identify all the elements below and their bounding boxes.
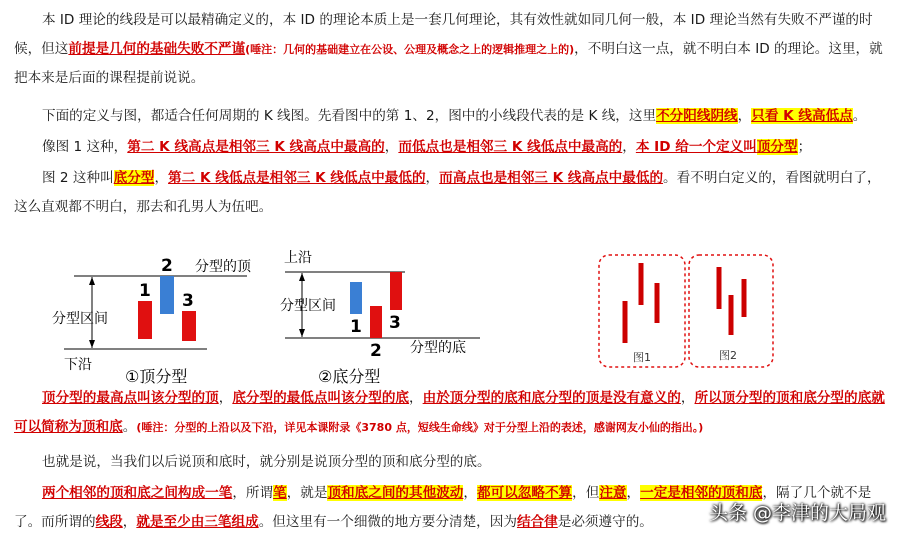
p5-period: 。 [122, 419, 137, 435]
range-label: 分型区间 [52, 311, 108, 327]
paragraph-3 [14, 133, 886, 162]
p7-text-6: 是必须遵守的。 [557, 514, 653, 530]
p1-text: 本 ID 理论的线段是可以最精确定义的，本 ID 的理论本质上是一套几何理论，其有效性就如同几何一般，本 ID 理论当然有失败不严谨的时候，但这 [14, 12, 873, 57]
p2-text: 下面的定义与图，都适合任何周期的 K 线图。先看图中的第 1、2，图中的小线段代表的是 K 线，这里 [42, 108, 657, 124]
p2-period: 。 [852, 108, 867, 124]
p3-emphasis-2: 而低点也是相邻三 K 线低点中最高的 [398, 139, 623, 155]
p3-emphasis-3: 本 ID 给一个定义叫 [635, 139, 757, 155]
p4-comma: ， [154, 170, 169, 186]
p3-comma-2: ， [622, 139, 636, 155]
figure-caption: ②底分型 [318, 367, 381, 386]
kline-examples-figure [597, 253, 777, 373]
candle-3 [390, 272, 402, 310]
p7-highlight-5: 一定是相邻的顶和底 [640, 485, 763, 501]
label-3: 3 [389, 313, 401, 333]
p5-emphasis-1: 顶分型的最高点叫该分型的顶 [42, 390, 219, 406]
p2-comma: ， [737, 108, 752, 124]
p7-highlight-4: 注意 [599, 485, 627, 501]
p7-comma: ， [463, 485, 477, 501]
p3-highlight: 顶分型 [756, 139, 798, 155]
fractal-bottom-label: 分型的底 [410, 340, 466, 356]
bottom-fractal-diagram [280, 240, 490, 390]
p7-emphasis-3: 就是至少由三笔组成 [136, 514, 259, 530]
p3-comma: ， [384, 139, 399, 155]
label-1: 1 [139, 281, 151, 301]
p4-text-2: 。看不明白定义的，看图就明白了，这么直观都不明白，那去和孔男人为伍吧。 [14, 170, 881, 215]
p5-comma-3: ， [680, 390, 695, 406]
fractal-top-label: 分型的顶 [195, 259, 251, 275]
paragraph-2 [14, 102, 886, 131]
p5-comma: ， [218, 390, 233, 406]
p7-emphasis-2: 线段 [95, 514, 123, 530]
p2-highlight-2: 只看 K 线高低点 [751, 108, 853, 124]
figure-1-label: 图1 [633, 351, 651, 364]
paragraph-6 [14, 448, 886, 477]
candle-1 [138, 301, 152, 339]
p7-comma-3: ， [122, 514, 137, 530]
p7-text-4: ，隔了几个就不是了。而所谓的 [14, 485, 872, 530]
lower-edge-label: 下沿 [64, 357, 92, 373]
range-label: 分型区间 [280, 298, 336, 314]
label-3: 3 [182, 291, 194, 311]
p4-text: 图 2 这种叫 [42, 170, 114, 186]
p3-emphasis-1: 第二 K 线高点是相邻三 K 线高点中最高的 [127, 139, 385, 155]
candle-2 [160, 276, 174, 314]
upper-edge-label: 上沿 [284, 250, 312, 266]
candle-2 [370, 306, 382, 338]
p5-comma-2: ， [409, 390, 423, 406]
candle-1 [350, 282, 362, 314]
p7-text-3: ，但 [572, 485, 600, 501]
p7-highlight-3: 都可以忽略不算 [477, 485, 573, 501]
p1-text-2: ，不明白这一点，就不明白本 ID 的理论。这里，就把本来是后面的课程提前说说。 [14, 41, 883, 86]
p7-highlight-1: 笔 [273, 485, 287, 501]
p6-text: 也就是说，当我们以后说顶和底时，就分别是说顶分型的顶和底分型的底。 [42, 454, 491, 470]
p5-emphasis-2: 底分型的最低点叫该分型的底 [232, 390, 410, 406]
p4-highlight: 底分型 [113, 170, 155, 186]
top-fractal-diagram [52, 245, 262, 390]
paragraph-1 [14, 6, 886, 93]
p4-comma-2: ， [425, 170, 440, 186]
p7-highlight-2: 顶和底之间的其他波动 [327, 485, 464, 501]
p1-note: (唾注：几何的基础建立在公设、公理及概念之上的逻辑推理之上的) [245, 43, 575, 56]
label-2: 2 [370, 341, 382, 361]
p4-emphasis-2: 而高点也是相邻三 K 线高点中最低的 [439, 170, 664, 186]
p1-emphasis: 前提是几何的基础失败不严谨 [68, 41, 246, 57]
label-2: 2 [161, 256, 173, 276]
p5-note: (唾注：分型的上沿以及下沿，详见本课附录《3780 点，短线生命线》对于分型上沿的表述，感谢网友小仙的指出。) [136, 421, 704, 434]
paragraph-5 [14, 384, 886, 442]
p4-emphasis-1: 第二 K 线低点是相邻三 K 线低点中最低的 [168, 170, 426, 186]
p3-end: ； [797, 139, 812, 155]
watermark: 头条 @李津的大局观 [708, 502, 886, 524]
paragraph-4 [14, 164, 886, 222]
p7-comma-2: ， [626, 485, 641, 501]
p7-text-2: ，就是 [286, 485, 328, 501]
p7-text-5: 。但这里有一个细微的地方要分清楚，因为 [258, 514, 517, 530]
p5-emphasis-4: 所以顶分型的顶和底分型的底就可以简称为顶和底 [14, 390, 885, 435]
p7-emphasis-4: 结合律 [516, 514, 558, 530]
candle-3 [182, 311, 196, 341]
p7-emphasis-1: 两个相邻的顶和底之间构成一笔 [42, 485, 233, 501]
p5-emphasis-3: 由於顶分型的底和底分型的顶是没有意义的 [422, 390, 681, 406]
p7-text-1: ，所谓 [232, 485, 274, 501]
label-1: 1 [350, 317, 362, 337]
figure-2-label: 图2 [719, 349, 737, 362]
p3-text: 像图 1 这种， [42, 139, 128, 155]
figure-caption: ①顶分型 [125, 367, 188, 386]
p2-highlight-1: 不分阳线阴线 [656, 108, 738, 124]
